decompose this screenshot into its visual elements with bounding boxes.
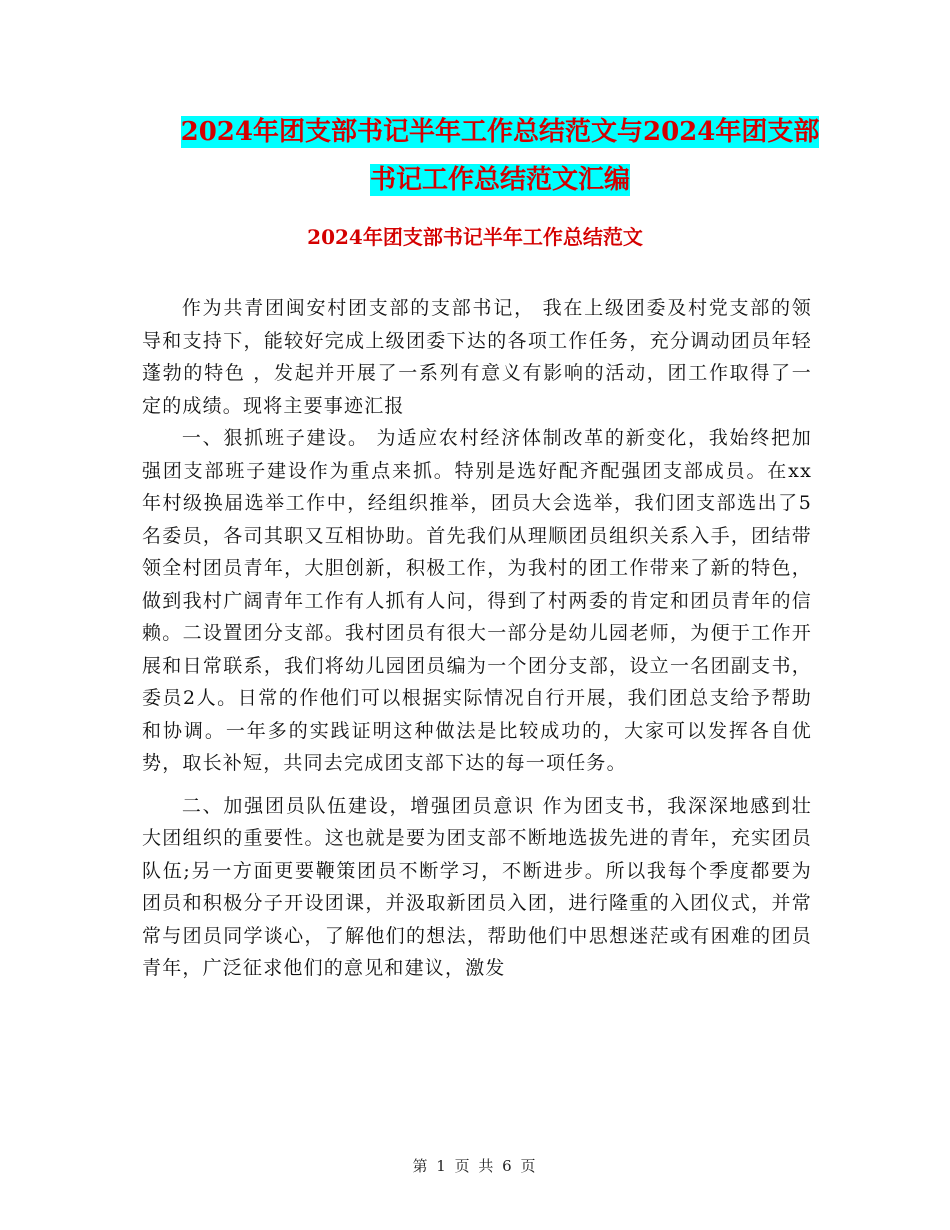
paragraph-section-2: 二、加强团员队伍建设，增强团员意识 作为团支书，我深深地感到壮大团组织的重要性。这也就是要为团支部不断地选拔先进的青年，充实团员队伍;另一方面更要鞭策团员不断学习，不断进步。所以我每个季度都要为团员和积极分子开设团课，并汲取新团员入团，进行隆重的入团仪式，并常常与团员同学谈心，了解他们的想法，帮助他们中思想迷茫或有困难的团员青年，广泛征求他们的意见和建议，激发 bbox=[142, 794, 812, 979]
title-line-2: 书记工作总结范文汇编 bbox=[369, 165, 630, 195]
paragraph-intro: 作为共青团闽安村团支部的支部书记， 我在上级团委及村党支部的领导和支持下，能较好完成上级团委下达的各项工作任务，充分调动团员年轻蓬勃的特色 ，发起并开展了一系列有意义有影响的活动，团工作取得了一定的成绩。现将主要事迹汇报 bbox=[142, 297, 812, 417]
title-line-1: 2024年团支部书记半年工作总结范文与2024年团支部 bbox=[180, 117, 820, 147]
paragraph-section-1: 一、狠抓班子建设。 为适应农村经济体制改革的新变化，我始终把加强团支部班子建设作为重点来抓。特别是选好配齐配强团支部成员。在xx年村级换届选举工作中，经组织推举，团员大会选举，我们团支部选出了5名委员，各司其职又互相协助。首先我们从理顺团员组织关系入手，团结带领全村团员青年，大胆创新，积极工作，为我村的团工作带来了新的特色，做到我村广阔青年工作有人抓有人问，得到了村两委的肯定和团员青年的信赖。二设置团分支部。我村团员有很大一部分是幼儿园老师，为便于工作开展和日常联系，我们将幼儿园团员编为一个团分支部，设立一名团副支书，委员2人。日常的作他们可以根据实际情况自行开展，我们团总支给予帮助和协调。一年多的实践证明这种做法是比较成功的，大家可以发挥各自优势，取长补短，共同去完成团支部下达的每一项任务。 bbox=[142, 427, 812, 774]
page-footer: 第 1 页 共 6 页 bbox=[412, 1157, 538, 1175]
document-title bbox=[140, 108, 860, 204]
document-body bbox=[142, 292, 812, 985]
section-title: 2024年团支部书记半年工作总结范文 bbox=[307, 225, 643, 249]
